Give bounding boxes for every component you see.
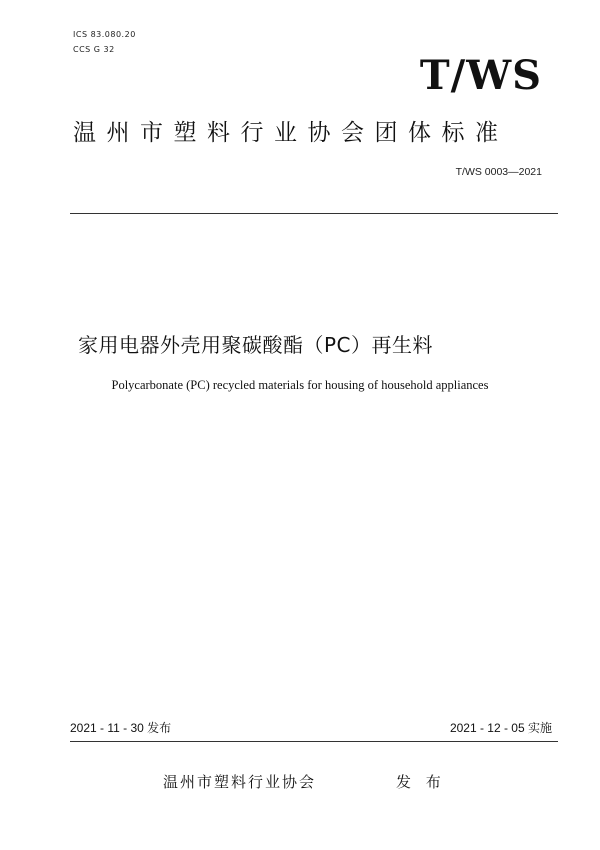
standard-logo: T/WS (419, 52, 542, 99)
publisher-name: 温州市塑料行业协会 (163, 773, 317, 791)
publish-date: 2021 - 11 - 30 发布 (70, 721, 172, 735)
organization-standard-title: 温州市塑料行业协会团体标准 (73, 120, 509, 146)
ics-code: ICS 83.080.20 (73, 30, 136, 39)
publish-label: 发 布 (396, 773, 446, 791)
standard-number: T/WS 0003—2021 (455, 166, 542, 178)
ccs-code: CCS G 32 (73, 45, 115, 54)
document-title-english: Polycarbonate (PC) recycled materials for housing of household appliances (111, 378, 489, 392)
implement-date: 2021 - 12 - 05 实施 (449, 721, 552, 735)
document-title-chinese: 家用电器外壳用聚碳酸酯（PC）再生料 (78, 333, 434, 357)
header-divider (70, 213, 558, 214)
footer-divider (70, 741, 558, 742)
